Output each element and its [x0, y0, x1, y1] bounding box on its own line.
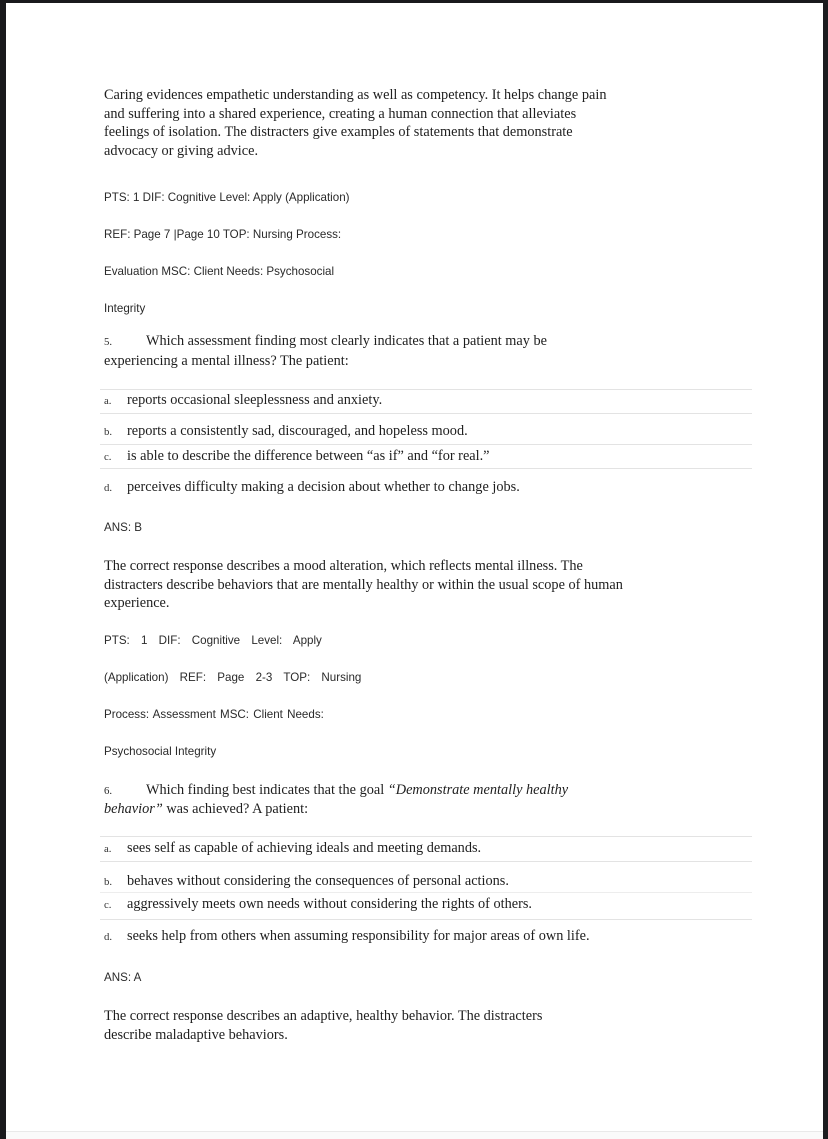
question-5-line-2: experiencing a mental illness? The patient:: [104, 352, 349, 369]
rationale-question-5: [104, 557, 823, 613]
metadata-line-pts: PTS: 1 DIF: Cognitive Level: Apply: [104, 633, 322, 647]
option-text: seeks help from others when assuming responsibility for major areas of own life.: [127, 927, 590, 944]
question-6: [104, 781, 823, 819]
text-line: and suffering into a shared experience, creating a human connection that alleviates: [104, 105, 577, 122]
option-text: is able to describe the difference between “as if” and “for real.”: [127, 447, 490, 464]
question-5-text: Which assessment finding most clearly indicates that a patient may be: [146, 333, 547, 350]
document-page: [6, 3, 823, 1132]
option-a: [100, 389, 752, 414]
text-line: feelings of isolation. The distracters give examples of statements that demonstrate: [104, 124, 573, 141]
option-d: [100, 919, 752, 950]
option-b: [100, 861, 752, 893]
option-b: [100, 413, 752, 444]
option-letter: c.: [104, 899, 112, 912]
question-5-options: [100, 389, 752, 501]
metadata-line-ref: REF: Page 7 |Page 10 TOP: Nursing Process:: [104, 228, 342, 242]
option-letter: a.: [104, 842, 112, 855]
answer-question-6: ANS: A: [104, 971, 142, 985]
option-letter: b.: [104, 426, 113, 439]
option-letter: c.: [104, 450, 112, 463]
option-c: [100, 444, 752, 469]
option-letter: d.: [104, 930, 113, 943]
metadata-line-psychosocial: Psychosocial Integrity: [104, 744, 217, 758]
option-text: aggressively meets own needs without considering the rights of others.: [127, 896, 532, 913]
question-6-line-1: [104, 781, 823, 801]
text-line: Caring evidences empathetic understanding as well as competency. It helps change pain: [104, 87, 607, 103]
option-text: behaves without considering the consequences of personal actions.: [127, 872, 509, 889]
viewer-top-edge: [0, 0, 828, 3]
text-line: The correct response describes a mood alteration, which reflects mental illness. The: [104, 557, 583, 574]
option-letter: a.: [104, 394, 112, 407]
metadata-line-process: Process: Assessment MSC: Client Needs:: [104, 707, 324, 721]
option-letter: d.: [104, 482, 113, 495]
answer-question-5: ANS: B: [104, 520, 143, 534]
question-6-text: Which finding best indicates that the goal: [146, 781, 388, 798]
metadata-line-msc: Evaluation MSC: Client Needs: Psychosocial: [104, 265, 335, 279]
document-content: [6, 3, 823, 1044]
text-line: describe maladaptive behaviors.: [104, 1026, 288, 1043]
viewer-right-edge: [823, 0, 828, 1139]
metadata-question-5: [104, 633, 823, 760]
metadata-line-pts: PTS: 1 DIF: Cognitive Level: Apply (Application): [104, 191, 350, 205]
option-d: [100, 468, 752, 501]
text-line: experience.: [104, 595, 170, 612]
metadata-line-integrity: Integrity: [104, 302, 146, 316]
question-6-goal-italic: behavior”: [104, 801, 163, 818]
option-text: reports a consistently sad, discouraged, and hopeless mood.: [127, 423, 468, 440]
text-line: distracters describe behaviors that are mentally healthy or within the usual scope of human: [104, 576, 623, 593]
viewer-bottom-edge: [6, 1131, 823, 1139]
text-line: advocacy or giving advice.: [104, 142, 259, 159]
metadata-line-ref: (Application) REF: Page 2-3 TOP: Nursing: [104, 670, 362, 684]
question-6-goal-italic: “Demonstrate mentally healthy: [387, 781, 569, 798]
question-5: [104, 332, 823, 370]
option-text: perceives difficulty making a decision about whether to change jobs.: [127, 479, 520, 496]
text-line: The correct response describes an adaptive, healthy behavior. The distracters: [104, 1008, 543, 1025]
question-6-options: [100, 836, 752, 949]
question-5-line-1: [104, 332, 823, 352]
viewer-left-edge: [0, 0, 6, 1139]
question-6-text: was achieved? A patient:: [162, 801, 309, 818]
rationale-previous-question: [104, 3, 823, 160]
option-letter: b.: [104, 875, 113, 888]
rationale-question-6: [104, 1007, 823, 1044]
question-5-number: 5.: [104, 336, 113, 349]
option-a: [100, 836, 752, 861]
metadata-previous-question: [104, 190, 823, 317]
question-6-line-2: [104, 800, 823, 819]
question-6-number: 6.: [104, 784, 113, 797]
option-text: sees self as capable of achieving ideals and meeting demands.: [127, 839, 482, 856]
option-text: reports occasional sleeplessness and anxiety.: [127, 391, 383, 408]
option-c: [100, 892, 752, 919]
